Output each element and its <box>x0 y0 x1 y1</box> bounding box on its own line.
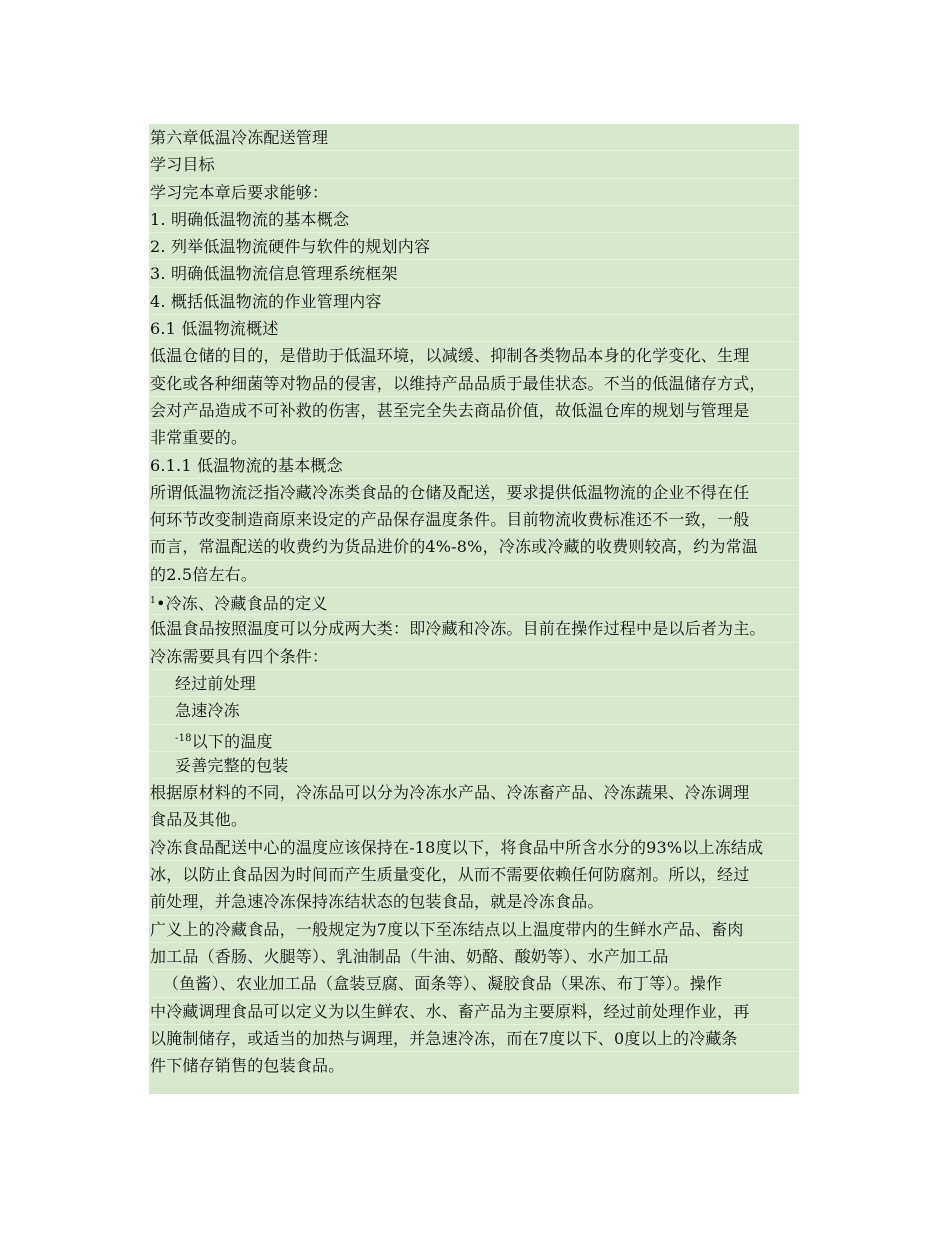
paragraph-line: 前处理，并急速冷冻保持冻结状态的包装食品，就是冷冻食品。 <box>149 888 799 915</box>
definition-marker: 1 <box>150 596 156 607</box>
text-line: 学习完本章后要求能够： <box>149 179 799 206</box>
paragraph-line: 非常重要的。 <box>149 424 799 451</box>
paragraph-line: 加工品（香肠、火腿等）、乳油制品（牛油、奶酪、酸奶等）、水产加工品 <box>149 943 799 970</box>
document-text-block <box>149 124 799 1094</box>
paragraph-line: 广义上的冷藏食品，一般规定为7度以下至冻结点以上温度带内的生鲜水产品、畜肉 <box>149 916 799 943</box>
list-item: 2. 列举低温物流硬件与软件的规划内容 <box>149 233 799 260</box>
paragraph-line: （鱼酱）、农业加工品（盒装豆腐、面条等）、凝胶食品（果冻、布丁等）。操作 <box>149 970 799 997</box>
section-heading: 6.1 低温物流概述 <box>149 315 799 342</box>
condition-text: 以下的温度 <box>191 731 273 751</box>
paragraph-line: 变化或各种细菌等对物品的侵害，以维持产品品质于最佳状态。不当的低温储存方式， <box>149 370 799 397</box>
paragraph-line: 低温仓储的目的，是借助于低温环境，以减缓、抑制各类物品本身的化学变化、生理 <box>149 342 799 369</box>
paragraph-line: 冷冻需要具有四个条件： <box>149 643 799 670</box>
condition-item: 急速冷冻 <box>149 697 799 724</box>
paragraph-line: 所谓低温物流泛指冷藏冷冻类食品的仓储及配送，要求提供低温物流的企业不得在任 <box>149 479 799 506</box>
paragraph-line: 以腌制储存，或适当的加热与调理，并急速冷冻，而在7度以下、0度以上的冷藏条 <box>149 1025 799 1052</box>
paragraph-line: 件下储存销售的包装食品。 <box>150 1056 345 1076</box>
list-item: 1. 明确低温物流的基本概念 <box>149 206 799 233</box>
definition-heading <box>149 588 799 615</box>
paragraph-line: 的2.5倍左右。 <box>149 561 799 588</box>
paragraph-line: 冷冻食品配送中心的温度应该保持在-18度以下，将食品中所含水分的93%以上冻结成 <box>149 834 799 861</box>
list-item: 4. 概括低温物流的作业管理内容 <box>149 288 799 315</box>
paragraph-line: 根据原材料的不同，冷冻品可以分为冷冻水产品、冷冻畜产品、冷冻蔬果、冷冻调理 <box>149 779 799 806</box>
section-heading: 学习目标 <box>149 151 799 178</box>
list-item: 3. 明确低温物流信息管理系统框架 <box>149 260 799 287</box>
condition-item: 经过前处理 <box>149 670 799 697</box>
subsection-heading: 6.1.1 低温物流的基本概念 <box>149 452 799 479</box>
paragraph-line: 会对产品造成不可补救的伤害，甚至完全失去商品价值，故低温仓库的规划与管理是 <box>149 397 799 424</box>
paragraph-line: 中冷藏调理食品可以定义为以生鲜农、水、畜产品为主要原料，经过前处理作业，再 <box>149 998 799 1025</box>
condition-item <box>149 725 799 752</box>
paragraph-line: 而言，常温配送的收费约为货品进价的4%-8%，冷冻或冷藏的收费则较高，约为常温 <box>149 533 799 560</box>
definition-heading-text: •冷冻、冷藏食品的定义 <box>155 594 328 614</box>
chapter-title: 第六章低温冷冻配送管理 <box>149 124 799 151</box>
paragraph-line: 低温食品按照温度可以分成两大类：即冷藏和冷冻。目前在操作过程中是以后者为主。 <box>149 615 799 642</box>
paragraph-line: 食品及其他。 <box>149 806 799 833</box>
temperature-superscript: -18 <box>175 732 192 744</box>
paragraph-line: 何环节改变制造商原来设定的产品保存温度条件。目前物流收费标准还不一致，一般 <box>149 506 799 533</box>
condition-item: 妥善完整的包装 <box>149 752 799 779</box>
paragraph-line: 冰，以防止食品因为时间而产生质量变化，从而不需要依赖任何防腐剂。所以，经过 <box>149 861 799 888</box>
